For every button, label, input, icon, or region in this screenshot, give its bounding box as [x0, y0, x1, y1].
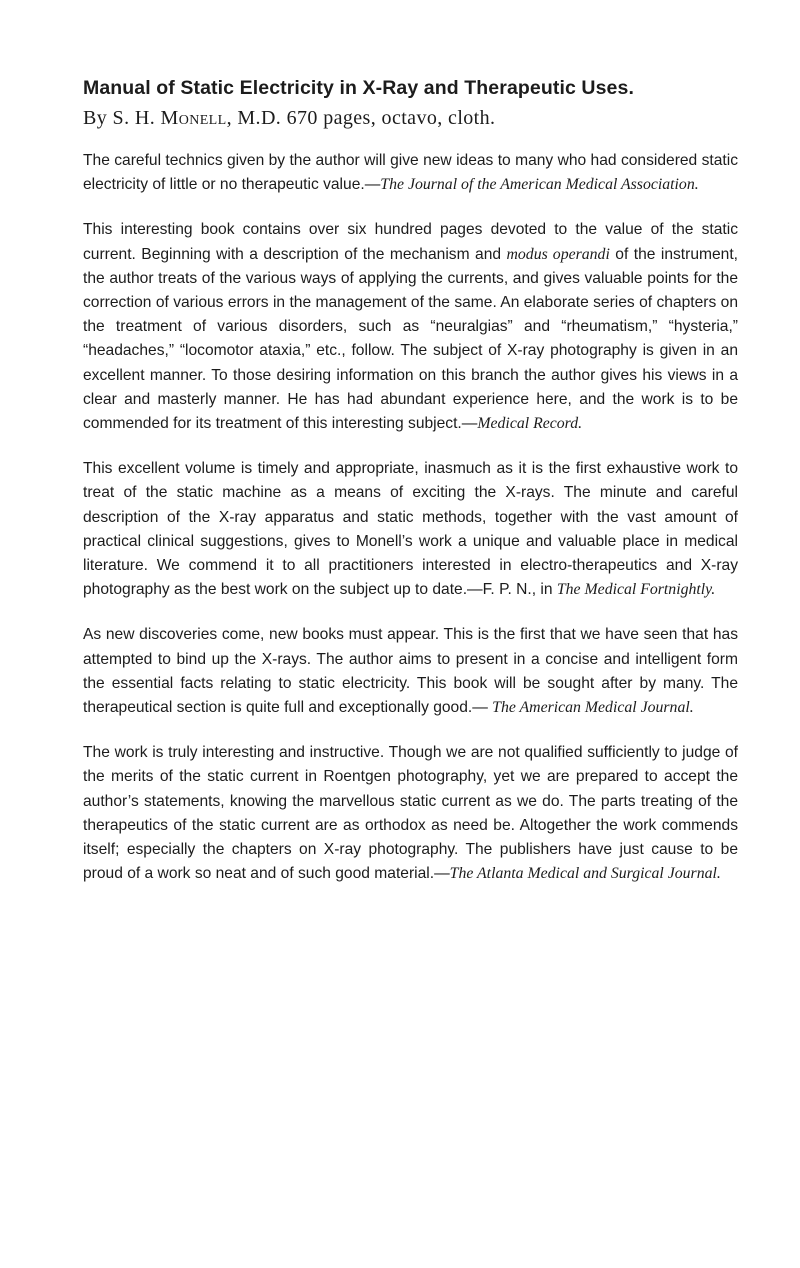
- review-source: The Atlanta Medical and Surgical Journal.: [449, 865, 721, 883]
- review-text-continued: of the instrument, the author treats of the various ways of applying the currents, and gives valuable points for the correction of various errors in the management of the same. An elaborate series of chapters on the treatment of various disorders, such as “neuralgias” and “rheumatism,” “hysteria,” “headaches,” “locomotor ataxia,” etc., follow. The subject of X-ray photography is given in an excellent manner. To those desiring information on this branch the author gives his views in a clear and masterly manner. He has had abundant experience here, and the work is to be commended for its treatment of this interesting subject.—: [83, 245, 738, 433]
- review-paragraph: [83, 741, 738, 886]
- review-source: The Medical Fortnightly.: [556, 581, 716, 599]
- review-paragraph: [83, 149, 738, 197]
- byline-prefix: By S. H.: [83, 107, 161, 129]
- byline-details: 670 pages, octavo, cloth.: [281, 107, 496, 129]
- review-text: The work is truly interesting and instructive. Though we are not qualified sufficiently to judge of the merits of the static current in Roentgen photography, yet we are prepared to accept the author’s statements, knowing the marvellous static current as we do. The parts treating of the therapeutics of the static current are as orthodox as need be. Altogether the work commends itself; especially the chapters on X-ray photography. The publishers have just cause to be proud of a work so neat and of such good material.—: [83, 744, 738, 883]
- document-page: [83, 75, 738, 886]
- review-paragraph: [83, 218, 738, 436]
- review-text: As new discoveries come, new books must appear. This is the first that we have seen that has attempted to bind up the X-rays. The author aims to present in a concise and intelligent form the essential facts relating to static electricity. This book will be sought after by many. The therapeutical section is quite full and exceptionally good.—: [83, 626, 738, 717]
- review-text: The careful technics given by the author will give new ideas to many who had considered static electricity of little or no therapeutic value.—: [83, 152, 738, 194]
- book-title: Manual of Static Electricity in X-Ray and Therapeutic Uses.: [83, 77, 634, 99]
- review-paragraph: [83, 623, 738, 720]
- author-name: Monell, M.D.: [160, 107, 282, 129]
- review-text: This excellent volume is timely and appropriate, inasmuch as it is the first exhaustive work to treat of the static machine as a means of exciting the X-rays. The minute and careful description of the X-ray apparatus and static methods, together with the vast amount of practical clinical suggestions, gives to Monell’s work a unique and valuable place in medical literature. We commend it to all practitioners interested in electro-therapeutics and X-ray photography as the best work on the subject up to date.—F. P. N., in: [83, 460, 738, 599]
- review-source: The Journal of the American Medical Association.: [380, 176, 699, 194]
- book-byline: [83, 105, 738, 131]
- review-paragraph: [83, 457, 738, 602]
- review-text: This interesting book contains over six hundred pages devoted to the value of the static current. Beginning with a description of the mechanism and: [83, 221, 738, 263]
- review-source: Medical Record.: [477, 415, 583, 433]
- review-source: The American Medical Journal.: [492, 699, 694, 717]
- review-italic-phrase: modus operandi: [506, 245, 610, 263]
